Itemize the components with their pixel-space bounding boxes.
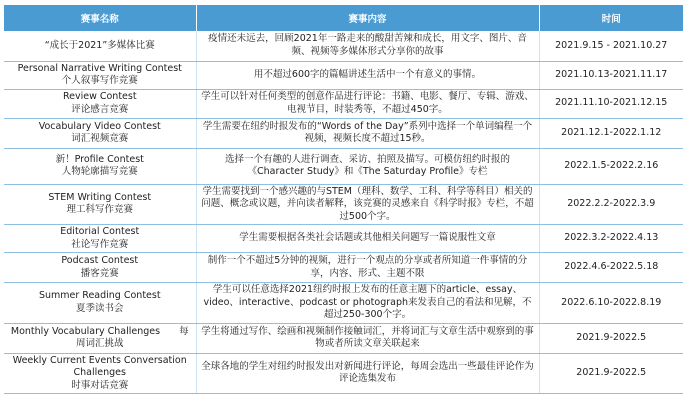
contest-name-en: Podcast Contest [61, 255, 139, 266]
contest-time-cell: 2021.11.10-2021.12.15 [539, 89, 683, 118]
contest-time-cell: 2022.4.6-2022.5.18 [539, 253, 683, 283]
table-body [4, 31, 683, 394]
contest-name-cn: 词汇视频竞赛 [71, 133, 129, 144]
contest-content-cell: 学生需要在纽约时报发布的“Words of the Day”系列中选择一个单词编程一个视频，视频长度不超过15秒。 [196, 118, 539, 148]
contest-name-cn: 评论感言竞赛 [71, 103, 129, 115]
contest-time-cell: 2021.9.15 - 2021.10.27 [539, 31, 683, 61]
table-row [4, 353, 683, 394]
contest-name-en: STEM Writing Contest [48, 191, 152, 203]
contest-name-cn: 时事对话竞赛 [71, 379, 129, 391]
header-time: 时间 [539, 5, 683, 31]
table-row [4, 31, 683, 61]
table-row [4, 61, 683, 89]
contest-content-cell: 学生需要根据各类社会话题或其他相关问题写一篇说服性文章 [196, 225, 539, 253]
contest-name-cn: 播客竞赛 [80, 267, 119, 279]
contest-name-cn: 理工科写作竞赛 [66, 204, 133, 216]
contest-content-cell: 全球各地的学生对纽约时报发出对新闻进行评论，每周会选出一些最佳评论作为评论选集发布 [196, 353, 539, 394]
contest-time-cell: 2022.1.5-2022.2.16 [539, 148, 683, 184]
table-row [4, 225, 683, 253]
header-content: 赛事内容 [196, 5, 539, 31]
contest-name-cell [4, 61, 196, 89]
contest-name-en: 新！Profile Contest [55, 153, 144, 165]
contest-name-cell [4, 353, 196, 394]
contest-name-cn: 周词汇挑战 [75, 338, 124, 349]
contest-content-cell: 选择一个有趣的人进行调查、采访、拍照及描写。可模仿纽约时报的《Character Study》和《The Saturday Profile》专栏 [196, 148, 539, 184]
contest-name-en: Editorial Contest [60, 226, 140, 237]
contest-name-cell [4, 225, 196, 253]
contest-name-cell [4, 253, 196, 283]
table-row [4, 253, 683, 283]
contest-name-en: Summer Reading Contest [38, 290, 161, 302]
header-name: 赛事名称 [4, 5, 196, 31]
contest-name-cell [4, 89, 196, 118]
header-row [4, 5, 683, 31]
contest-name-en: “成长于2021”多媒体比赛 [44, 39, 155, 51]
table-row [4, 323, 683, 353]
contest-content-cell: 学生将通过写作、绘画和视频制作接触词汇，并将词汇与文章生活中观察到的事物或者所读文章关联起来 [196, 323, 539, 353]
contest-time-cell: 2022.3.2-2022.4.13 [539, 225, 683, 253]
contest-name-cell [4, 184, 196, 225]
contest-content-cell: 制作一个不超过5分钟的视频，进行一个观点的分享或者所知道一件事情的分享，内容、形式、主题不限 [196, 253, 539, 283]
contest-content-cell: 学生可以任意选择2021纽约时报上发布的任意主题下的article、essay、video、interactive、podcast or photograph来发表自己的看法和见解，不超过250-300个字。 [196, 283, 539, 324]
contest-name-cn: 夏季读书会 [75, 302, 124, 314]
contest-time-cell: 2021.12.1-2022.1.12 [539, 118, 683, 148]
contest-time-cell: 2021.9-2022.5 [539, 353, 683, 394]
contest-name-en: Monthly Vocabulary Challenges 每 [10, 325, 189, 337]
contest-content-cell: 用不超过600字的篇幅讲述生活中一个有意义的事情。 [196, 61, 539, 89]
contest-name-en: Review Contest [62, 91, 137, 102]
contest-name-cell [4, 323, 196, 353]
table-row [4, 89, 683, 118]
contest-name-cell [4, 283, 196, 324]
contest-name-cell [4, 118, 196, 148]
table-row [4, 283, 683, 324]
contest-content-cell: 学生可以针对任何类型的创意作品进行评论：书籍、电影、餐厅、专辑、游戏、电视节目，时装秀等，不超过450字。 [196, 89, 539, 118]
contest-time-cell: 2022.2.2-2022.3.9 [539, 184, 683, 225]
contest-time-cell: 2022.6.10-2022.8.19 [539, 283, 683, 324]
contest-name-cn: 人物轮廓描写竞赛 [61, 166, 138, 177]
table-row [4, 148, 683, 184]
contest-content-cell: 学生需要找到一个感兴趣的与STEM（理科、数学、工科、科学等科目）相关的问题、概念或议题，并向读者解释，该竞赛的灵感来自《科学时报》专栏，不超过500个字。 [196, 184, 539, 225]
contest-name-cn: 社论写作竞赛 [71, 238, 129, 250]
contest-name-cell [4, 31, 196, 61]
contest-name-en: Weekly Current Events Conversation Challenges [12, 354, 187, 378]
contest-time-cell: 2021.9-2022.5 [539, 323, 683, 353]
contest-name-cell [4, 148, 196, 184]
table-row [4, 184, 683, 225]
contest-name-en: Personal Narrative Writing Contest [17, 62, 182, 74]
contest-table [4, 5, 683, 394]
contest-name-cn: 个人叙事写作竞赛 [61, 75, 138, 86]
contest-name-en: Vocabulary Video Contest [38, 120, 161, 132]
contest-time-cell: 2021.10.13-2021.11.17 [539, 61, 683, 89]
contest-content-cell: 疫情还未远去，回顾2021年一路走来的酸甜苦辣和成长，用文字、图片、音频、视频等多媒体形式分享你的故事 [196, 31, 539, 61]
table-row [4, 118, 683, 148]
